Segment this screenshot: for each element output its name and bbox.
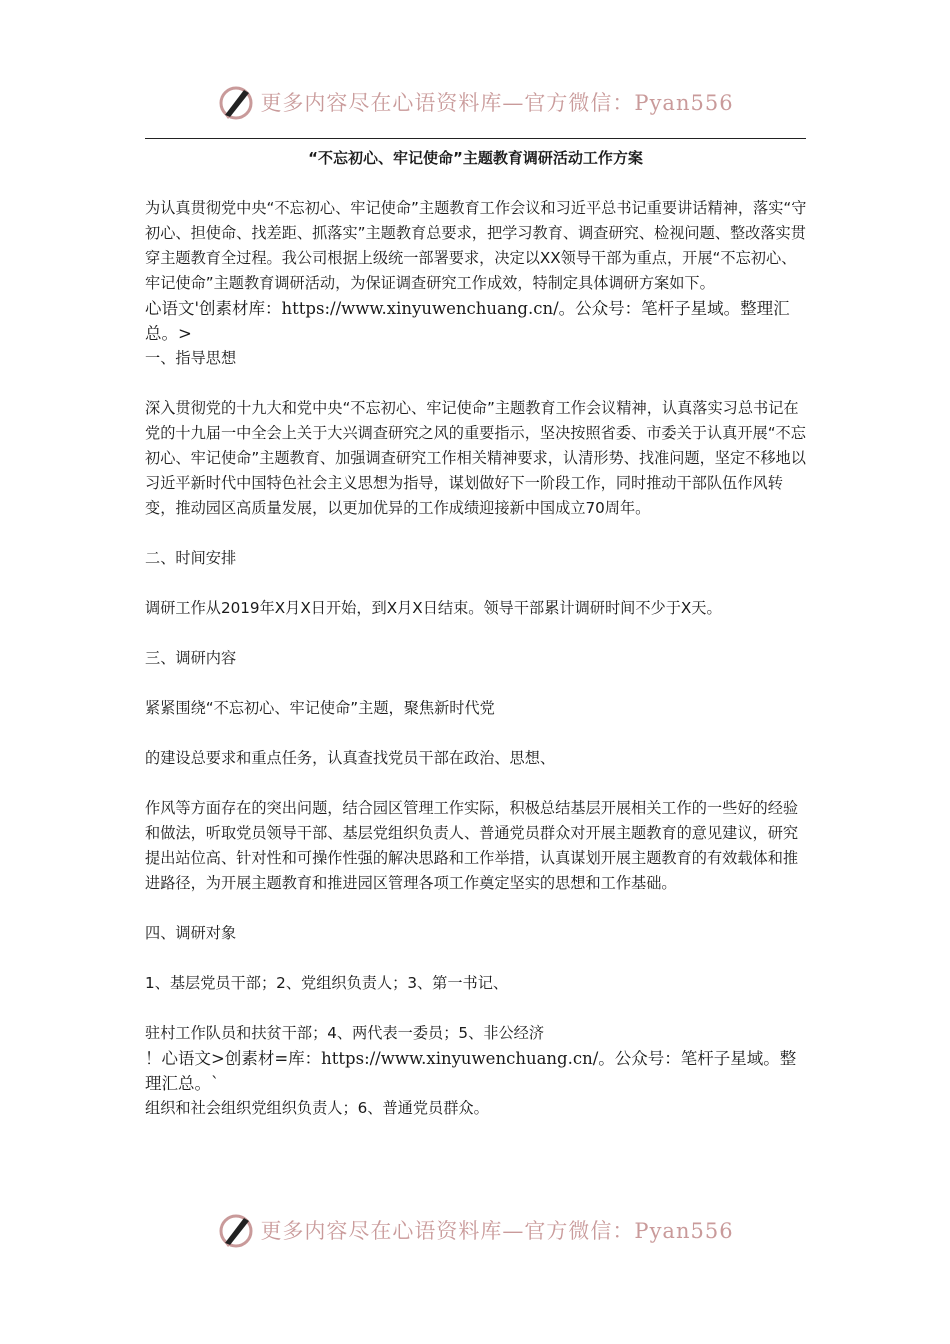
section-paragraph: 调研工作从2019年X月X日开始，到X月X日结束。领导干部累计调研时间不少于X天。 (145, 599, 722, 617)
document-title: “不忘初心、牢记使命”主题教育调研活动工作方案 (308, 149, 643, 167)
source-note: ！心语文>创素材=库：https://www.xinyuwenchuang.cn/。公众号：笔杆子星域。整理汇总。` (145, 1049, 797, 1093)
document-body (145, 196, 810, 1121)
banner-text: 更多内容尽在心语资料库—官方微信：Pyan556 (260, 1219, 734, 1243)
banner-text: 更多内容尽在心语资料库—官方微信：Pyan556 (260, 91, 734, 115)
header-banner (0, 80, 950, 124)
section-heading: 一、指导思想 (145, 349, 237, 367)
intro-paragraph: 为认真贯彻党中央“不忘初心、牢记使命”主题教育工作会议和习近平总书记重要讲话精神，落实“守初心、担使命、找差距、抓落实”主题教育总要求，把学习教育、调查研究、检视问题、整改落实贯穿主题教育全过程。我公司根据上级统一部署要求，决定以XX领导干部为重点，开展“不忘初心、牢记使命”主题教育调研活动，为保证调查研究工作成效，特制定具体调研方案如下。 (145, 199, 807, 292)
section-paragraph: 深入贯彻党的十九大和党中央“不忘初心、牢记使命”主题教育工作会议精神，认真落实习总书记在党的十九届一中全会上关于大兴调查研究之风的重要指示，坚决按照省委、市委关于认真开展“不忘初心、牢记使命”主题教育、加强调查研究工作相关精神要求，认清形势、找准问题，坚定不移地以习近平新时代中国特色社会主义思想为指导，谋划做好下一阶段工作，同时推动干部队伍作风转变，推动园区高质量发展，以更加优异的工作成绩迎接新中国成立70周年。 (145, 399, 806, 517)
quill-pen-logo-icon (216, 82, 256, 122)
section-paragraph: 组织和社会组织党组织负责人；6、普通党员群众。 (145, 1099, 489, 1117)
section-heading: 三、调研内容 (145, 649, 237, 667)
section-paragraph: 驻村工作队员和扶贫干部；4、两代表一委员；5、非公经济 (145, 1024, 545, 1042)
section-heading: 四、调研对象 (145, 924, 237, 942)
header-divider (145, 138, 806, 139)
section-paragraph: 1、基层党员干部；2、党组织负责人；3、第一书记、 (145, 974, 509, 992)
section-heading: 二、时间安排 (145, 549, 237, 567)
footer-banner (0, 1208, 950, 1252)
quill-pen-logo-icon (216, 1210, 256, 1250)
source-note: 心语文'创素材库：https://www.xinyuwenchuang.cn/。公众号：笔杆子星域。整理汇总。> (145, 299, 790, 343)
section-paragraph: 紧紧围绕“不忘初心、牢记使命”主题，聚焦新时代党 (145, 699, 495, 717)
section-paragraph: 作风等方面存在的突出问题，结合园区管理工作实际，积极总结基层开展相关工作的一些好的经验和做法，听取党员领导干部、基层党组织负责人、普通党员群众对开展主题教育的意见建议，研究提出站位高、针对性和可操作性强的解决思路和工作举措，认真谋划开展主题教育的有效载体和推进路径，为开展主题教育和推进园区管理各项工作奠定坚实的思想和工作基础。 (145, 799, 799, 892)
section-paragraph: 的建设总要求和重点任务，认真查找党员干部在政治、思想、 (145, 749, 556, 767)
